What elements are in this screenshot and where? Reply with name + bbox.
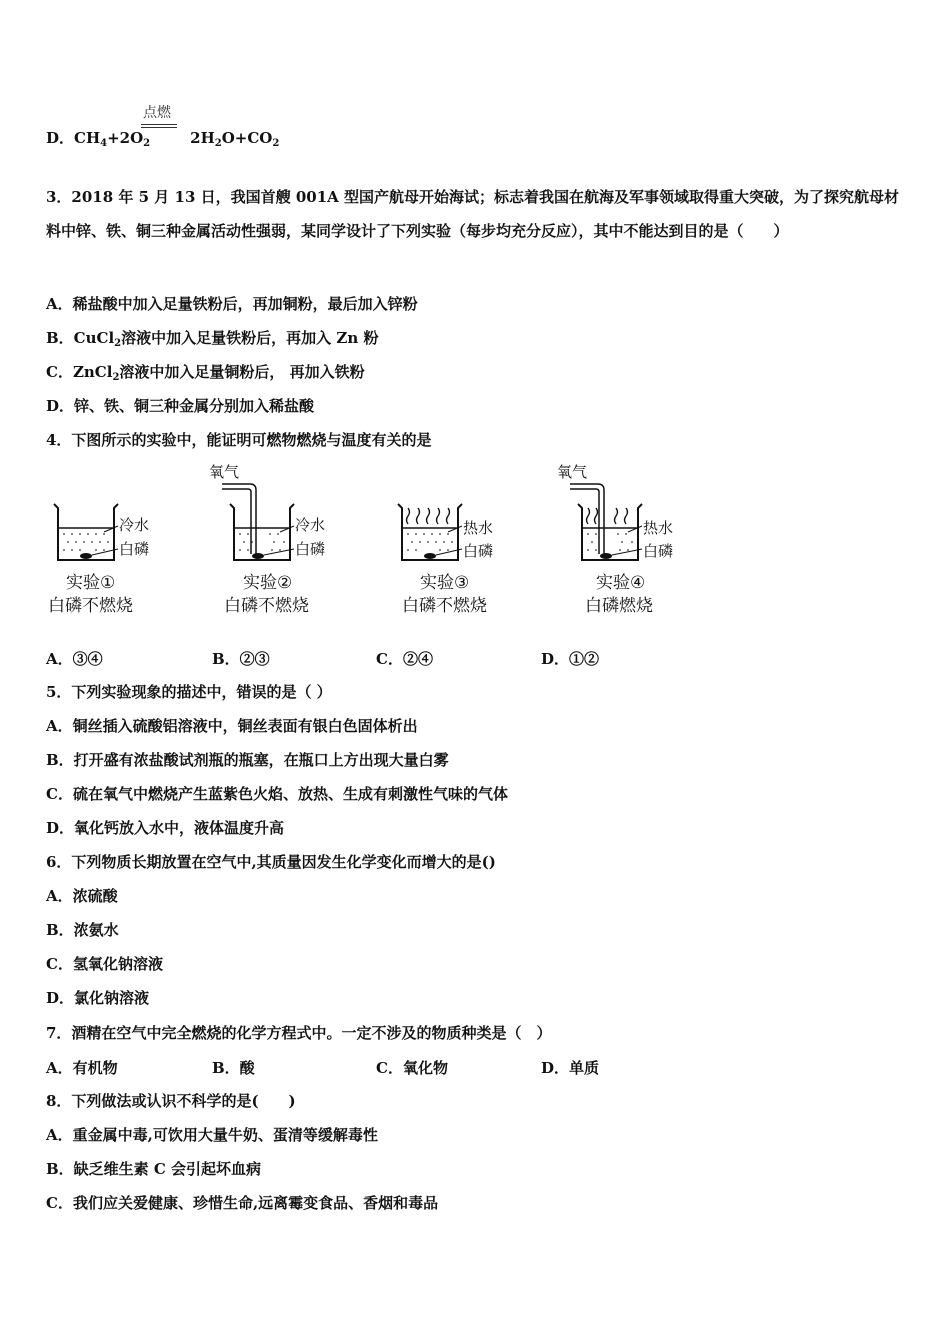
q3-option-d: D．锌、铁、铜三种金属分别加入稀盐酸 bbox=[46, 397, 315, 415]
steam-3 bbox=[407, 508, 450, 524]
phos-label-2: 白磷 bbox=[295, 540, 326, 558]
water-label-4: 热水 bbox=[643, 519, 674, 537]
q4-option-a: A．③④ bbox=[46, 650, 103, 668]
gas-label-2: 氧气 bbox=[209, 463, 240, 481]
q6-stem: 6．下列物质长期放置在空气中,其质量因发生化学变化而增大的是() bbox=[46, 853, 496, 871]
exp-name-1: 实验① bbox=[66, 573, 116, 593]
q4-option-c: C．②④ bbox=[376, 650, 433, 668]
q4-option-b: B．②③ bbox=[212, 650, 270, 668]
water-label-3: 热水 bbox=[463, 519, 494, 537]
exp-result-2: 白磷不燃烧 bbox=[224, 596, 309, 616]
q6-option-c: C．氢氧化钠溶液 bbox=[46, 955, 163, 973]
phos-label-4: 白磷 bbox=[643, 542, 674, 560]
q5-option-a: A．铜丝插入硫酸铝溶液中，铜丝表面有银白色固体析出 bbox=[46, 717, 418, 735]
q7-option-d: D．单质 bbox=[541, 1059, 600, 1077]
exp-name-2: 实验② bbox=[243, 573, 293, 593]
q5-option-d: D．氧化钙放入水中，液体温度升高 bbox=[46, 819, 285, 837]
phos-label-3: 白磷 bbox=[463, 542, 494, 560]
q4-stem: 4．下图所示的实验中，能证明可燃物燃烧与温度有关的是 bbox=[46, 431, 432, 449]
q4-option-d: D．①② bbox=[541, 650, 600, 668]
exp-result-4: 白磷燃烧 bbox=[585, 596, 653, 616]
exp-name-3: 实验③ bbox=[420, 573, 470, 593]
exp-result-1: 白磷不燃烧 bbox=[48, 596, 133, 616]
reaction-condition: 点燃 bbox=[143, 105, 171, 121]
q5-option-b: B．打开盛有浓盐酸试剂瓶的瓶塞，在瓶口上方出现大量白雾 bbox=[46, 751, 449, 769]
q6-option-a: A．浓硫酸 bbox=[46, 887, 118, 905]
q8-option-c: C．我们应关爱健康、珍惜生命,远离霉变食品、香烟和毒品 bbox=[46, 1194, 439, 1212]
white-phosphorus-2 bbox=[252, 553, 264, 559]
water-label-2: 冷水 bbox=[295, 516, 326, 534]
q7-option-b: B．酸 bbox=[212, 1059, 255, 1077]
q7-option-a: A．有机物 bbox=[46, 1059, 118, 1077]
q3-option-c: C．ZnCl$_2$溶液中加入足量铜粉后， 再加入铁粉 bbox=[46, 363, 365, 383]
equation-bar-top bbox=[141, 124, 177, 125]
q6-option-d: D．氯化钠溶液 bbox=[46, 989, 150, 1007]
white-phosphorus-4 bbox=[600, 553, 612, 559]
water-label-1: 冷水 bbox=[119, 516, 150, 534]
q8-stem: 8．下列做法或认识不科学的是( ) bbox=[46, 1092, 296, 1110]
q2-option-d: D．$CH_4+2O_2$ $2H_2O+CO_2$ bbox=[46, 129, 280, 149]
q7-stem: 7．酒精在空气中完全燃烧的化学方程式中。一定不涉及的物质种类是（ ） bbox=[46, 1024, 552, 1042]
q8-option-a: A．重金属中毒,可饮用大量牛奶、蛋清等缓解毒性 bbox=[46, 1126, 378, 1144]
q6-option-b: B．浓氨水 bbox=[46, 921, 119, 939]
exp-result-3: 白磷不燃烧 bbox=[402, 596, 487, 616]
white-phosphorus-3 bbox=[424, 553, 436, 559]
phos-label-1: 白磷 bbox=[119, 540, 150, 558]
gas-label-4: 氧气 bbox=[557, 463, 588, 481]
q3-option-a: A．稀盐酸中加入足量铁粉后，再加铜粉，最后加入锌粉 bbox=[46, 295, 418, 313]
q5-stem: 5．下列实验现象的描述中，错误的是（ ） bbox=[46, 683, 332, 701]
q3-option-b: B．CuCl$_2$溶液中加入足量铁粉后，再加入 Zn 粉 bbox=[46, 329, 379, 349]
q7-option-c: C．氧化物 bbox=[376, 1059, 448, 1077]
exp-name-4: 实验④ bbox=[596, 573, 646, 593]
q3-stem: 3．2018 年 5 月 13 日，我国首艘 001A 型国产航母开始海试；标志着我国在航海及军事领域取得重大突破，为了探究航母材料中锌、铁、铜三种金属活动性强弱，某同学设计了下列实验（每步均充分反应），其中不能达到目的是（ ） bbox=[46, 188, 900, 240]
q8-option-b: B．缺乏维生素 C 会引起坏血病 bbox=[46, 1160, 262, 1178]
q5-option-c: C．硫在氧气中燃烧产生蓝紫色火焰、放热、生成有刺激性气味的气体 bbox=[46, 785, 508, 803]
white-phosphorus-1 bbox=[80, 553, 92, 559]
steam-4 bbox=[587, 508, 628, 524]
